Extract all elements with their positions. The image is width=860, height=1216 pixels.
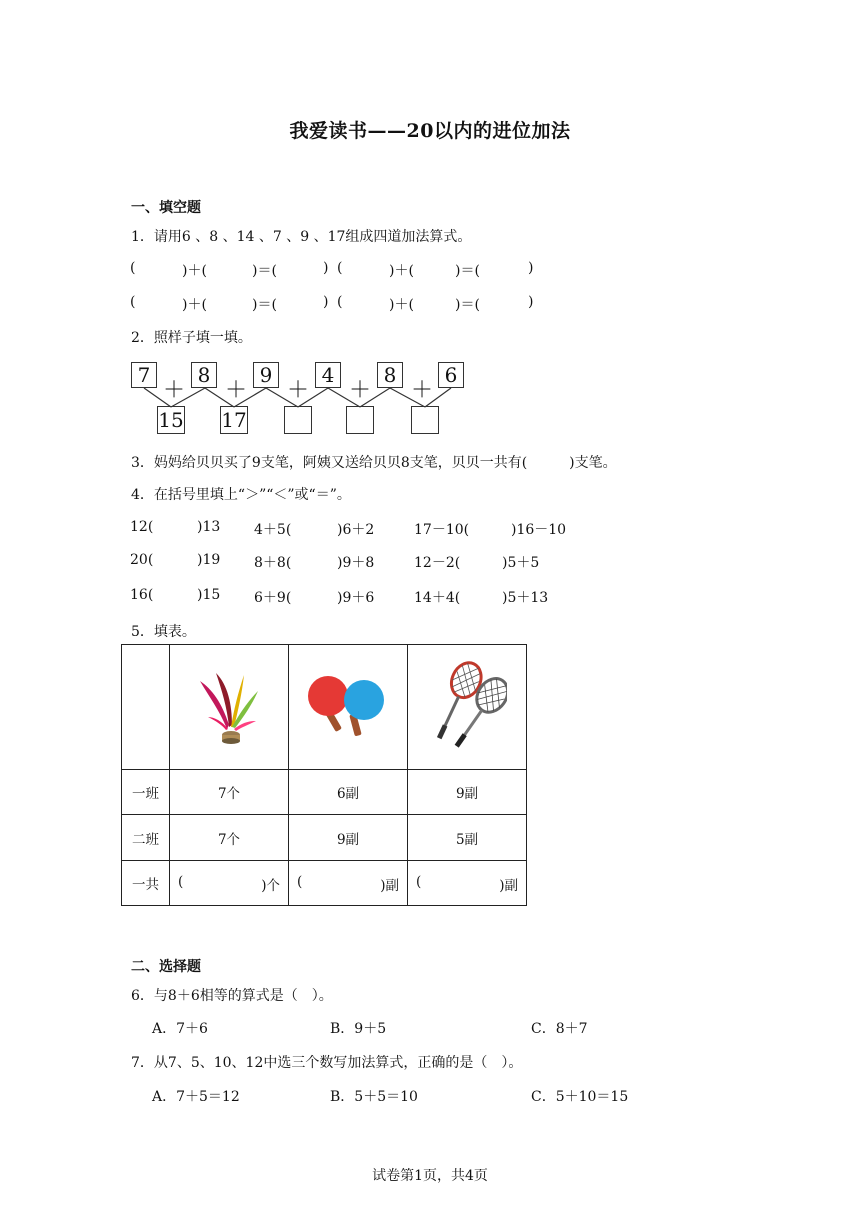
blank-paren: ( bbox=[337, 294, 343, 310]
question-1-text: 1．请用6 、8 、14 、7 、9 、17组成四道加法算式。 bbox=[131, 229, 472, 245]
table-header-ping-pong bbox=[289, 645, 408, 770]
compare-right: )5＋13 bbox=[502, 590, 549, 606]
compare-right: )19 bbox=[197, 552, 221, 568]
table-corner-cell bbox=[122, 645, 170, 770]
row-label: 一共 bbox=[122, 861, 170, 906]
badminton-racket-icon bbox=[427, 661, 507, 753]
question-7-text: 7．从7、5、10、12中选三个数写加法算式，正确的是（ ）。 bbox=[131, 1055, 523, 1071]
paren-open: ( bbox=[416, 874, 422, 890]
compare-left: 12－2( bbox=[414, 555, 461, 571]
table-header-shuttlecock bbox=[170, 645, 289, 770]
page-footer: 试卷第1页，共4页 bbox=[372, 1168, 488, 1184]
blank-paren: )＝( bbox=[252, 263, 277, 279]
table-cell: 9副 bbox=[408, 770, 527, 815]
compare-right: )6＋2 bbox=[337, 522, 375, 538]
compare-left: 12( bbox=[130, 519, 154, 535]
compare-left: 17－10( bbox=[414, 522, 470, 538]
row-label: 二班 bbox=[122, 815, 170, 861]
table-cell: 7个 bbox=[170, 815, 289, 861]
question-4-text: 4．在括号里填上“＞”“＜”或“＝”。 bbox=[131, 487, 351, 503]
paren-close-unit: )副 bbox=[380, 878, 399, 894]
option-b[interactable]: B．5＋5＝10 bbox=[330, 1089, 418, 1105]
row-label: 一班 bbox=[122, 770, 170, 815]
option-c[interactable]: C．8＋7 bbox=[531, 1021, 588, 1037]
fill-table bbox=[121, 644, 527, 906]
blank-paren: )＋( bbox=[182, 297, 207, 313]
blank-paren: ( bbox=[130, 294, 136, 310]
number-box-top: 8 bbox=[191, 362, 217, 388]
compare-right: )5＋5 bbox=[502, 555, 540, 571]
table-cell: 5副 bbox=[408, 815, 527, 861]
plus-sign: ＋ bbox=[411, 378, 434, 403]
paren-close-unit: )个 bbox=[261, 878, 280, 894]
number-box-top: 4 bbox=[315, 362, 341, 388]
paren-close-unit: )副 bbox=[499, 878, 518, 894]
plus-sign: ＋ bbox=[163, 378, 186, 403]
blank-paren: ) bbox=[323, 260, 329, 276]
page-title: 我爱读书——20以内的进位加法 bbox=[289, 120, 571, 142]
total-answer-cell[interactable] bbox=[408, 861, 527, 906]
option-a[interactable]: A．7＋5＝12 bbox=[152, 1089, 240, 1105]
blank-paren: ( bbox=[130, 260, 136, 276]
blank-paren: ) bbox=[323, 294, 329, 310]
plus-sign: ＋ bbox=[349, 378, 372, 403]
blank-paren: ( bbox=[337, 260, 343, 276]
blank-paren: )＝( bbox=[252, 297, 277, 313]
sum-box: 15 bbox=[158, 408, 184, 432]
question-2-text: 2．照样子填一填。 bbox=[131, 330, 252, 346]
compare-right: )13 bbox=[197, 519, 221, 535]
blank-paren: )＋( bbox=[182, 263, 207, 279]
paren-open: ( bbox=[297, 874, 303, 890]
question-5-text: 5．填表。 bbox=[131, 624, 196, 640]
table-row bbox=[122, 770, 527, 815]
sum-box[interactable]: 17 bbox=[221, 408, 247, 432]
number-box-top: 9 bbox=[253, 362, 279, 388]
blank-paren: ) bbox=[528, 294, 534, 310]
shuttlecock-icon bbox=[194, 667, 264, 747]
option-b[interactable]: B．9＋5 bbox=[330, 1021, 387, 1037]
table-cell: 9副 bbox=[289, 815, 408, 861]
plus-sign: ＋ bbox=[287, 378, 310, 403]
table-row bbox=[122, 815, 527, 861]
table-header-badminton bbox=[408, 645, 527, 770]
addition-pattern-diagram bbox=[128, 360, 473, 436]
question-3-text: 3．妈妈给贝贝买了9支笔，阿姨又送给贝贝8支笔，贝贝一共有( )支笔。 bbox=[131, 455, 617, 471]
compare-left: 4＋5( bbox=[254, 522, 292, 538]
plus-sign: ＋ bbox=[225, 378, 248, 403]
blank-paren: )＋( bbox=[389, 297, 414, 313]
sum-box-blank[interactable] bbox=[284, 406, 312, 434]
section-heading-multiple-choice: 二、选择题 bbox=[131, 959, 201, 975]
option-a[interactable]: A．7＋6 bbox=[152, 1021, 208, 1037]
section-heading-fill-blank: 一、填空题 bbox=[131, 200, 201, 216]
table-cell: 6副 bbox=[289, 770, 408, 815]
table-row bbox=[122, 861, 527, 906]
compare-left: 6＋9( bbox=[254, 590, 292, 606]
compare-left: 8＋8( bbox=[254, 555, 292, 571]
blank-paren: )＝( bbox=[455, 297, 480, 313]
compare-right: )16－10 bbox=[511, 522, 567, 538]
blank-paren: )＝( bbox=[455, 263, 480, 279]
sum-box-blank[interactable] bbox=[346, 406, 374, 434]
number-box-top: 6 bbox=[438, 362, 464, 388]
table-cell: 7个 bbox=[170, 770, 289, 815]
paren-open: ( bbox=[178, 874, 184, 890]
compare-right: )9＋6 bbox=[337, 590, 375, 606]
option-c[interactable]: C．5＋10＝15 bbox=[531, 1089, 629, 1105]
total-answer-cell[interactable] bbox=[170, 861, 289, 906]
compare-right: )15 bbox=[197, 587, 221, 603]
question-6-text: 6．与8＋6相等的算式是（ ）。 bbox=[131, 988, 333, 1004]
compare-left: 14＋4( bbox=[414, 590, 461, 606]
sum-box-blank[interactable] bbox=[411, 406, 439, 434]
compare-left: 20( bbox=[130, 552, 154, 568]
total-answer-cell[interactable] bbox=[289, 861, 408, 906]
ping-pong-paddle-icon bbox=[306, 672, 390, 742]
compare-right: )9＋8 bbox=[337, 555, 375, 571]
number-box-top: 7 bbox=[131, 362, 157, 388]
number-box-top: 8 bbox=[377, 362, 403, 388]
blank-paren: ) bbox=[528, 260, 534, 276]
blank-paren: )＋( bbox=[389, 263, 414, 279]
compare-left: 16( bbox=[130, 587, 154, 603]
